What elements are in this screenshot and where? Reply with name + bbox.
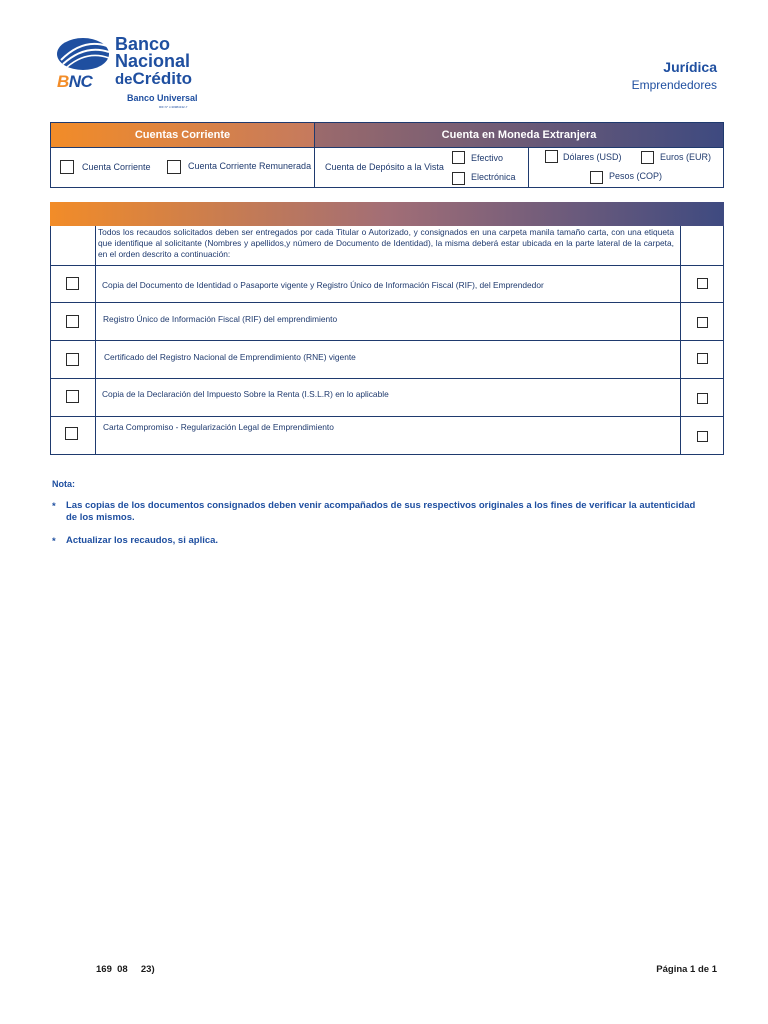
checkbox-cuenta-corriente[interactable]	[60, 160, 74, 174]
label-euros: Euros (EUR)	[660, 152, 712, 162]
label-cuenta-corriente: Cuenta Corriente	[82, 162, 151, 172]
note-2: Actualizar los recaudos, si aplica.	[66, 535, 219, 546]
divider	[51, 147, 723, 148]
bank-name: Banco Nacional deCrédito	[115, 34, 193, 88]
note-1-line-2: de los mismos.	[66, 512, 135, 523]
requirement-item: Certificado del Registro Nacional de Emprendimiento (RNE) vigente	[104, 352, 356, 362]
form-code: 169 08 23)	[96, 964, 155, 975]
divider	[51, 265, 723, 266]
label-electronica: Electrónica	[471, 172, 516, 182]
moneda-extranjera-header: Cuenta en Moneda Extranjera	[315, 123, 723, 147]
requirement-item: Copia de la Declaración del Impuesto Sobre la Renta (I.S.L.R) en lo aplicable	[102, 389, 389, 399]
requirement-item: Copia del Documento de Identidad o Pasaporte vigente y Registro Único de Información Fiscal (RIF), del Emprendedor	[102, 280, 544, 290]
checkbox-req-2[interactable]	[66, 315, 79, 328]
bnc-logo	[55, 36, 205, 112]
checkbox-req-4-received[interactable]	[697, 393, 708, 404]
label-efectivo: Efectivo	[471, 153, 504, 163]
divider	[51, 416, 723, 417]
divider	[314, 123, 315, 187]
checkbox-req-1-received[interactable]	[697, 278, 708, 289]
checkbox-req-5[interactable]	[65, 427, 78, 440]
requirement-item: Registro Único de Información Fiscal (RIF) del emprendimiento	[103, 314, 338, 324]
checkbox-req-3[interactable]	[66, 353, 79, 366]
page-subtitle: Emprendedores	[631, 78, 717, 92]
checkbox-req-3-received[interactable]	[697, 353, 708, 364]
cuentas-corriente-header: Cuentas Corriente	[51, 123, 314, 147]
label-cuenta-remunerada: Cuenta Corriente Remunerada	[188, 161, 312, 171]
checkbox-cuenta-remunerada[interactable]	[167, 160, 181, 174]
label-deposito-vista: Cuenta de Depósito a la Vista	[325, 162, 444, 172]
bank-rif-label: RIF N° J-30984132-7	[159, 105, 188, 109]
requirement-item: Carta Compromiso - Regularización Legal de Emprendimiento	[103, 422, 334, 432]
divider	[51, 302, 723, 303]
checkbox-euros[interactable]	[641, 151, 654, 164]
divider	[51, 340, 723, 341]
checkbox-req-5-received[interactable]	[697, 431, 708, 442]
label-dolares: Dólares (USD)	[563, 152, 622, 162]
bnc-initials: BNC	[57, 72, 93, 91]
checkbox-efectivo[interactable]	[452, 151, 465, 164]
checkbox-dolares[interactable]	[545, 150, 558, 163]
page-title: Jurídica	[663, 59, 717, 75]
note-1-line-1: Las copias de los documentos consignados deben venir acompañados de sus respectivos originales a los fines de verificar la autenticidad	[66, 500, 696, 511]
bank-universal-label: Banco Universal	[127, 93, 198, 103]
requirements-header-band	[50, 202, 724, 226]
note-bullet: *	[52, 536, 56, 547]
divider	[51, 378, 723, 379]
instructions-text: Todos los recaudos solicitados deben ser entregados por cada Titular o Autorizado, y consignados en una carpeta manila tamaño carta, con una etiqueta que identifique al solicitante (Nombres y apellidos,y número de Documento de Identidad), la misma deberá estar ubicada en la parte lateral de la carpeta, en el orden descrito a continuación:	[98, 227, 674, 259]
page-number: Página 1 de 1	[656, 964, 717, 975]
label-pesos: Pesos (COP)	[609, 171, 663, 181]
checkbox-req-4[interactable]	[66, 390, 79, 403]
notes-label: Nota:	[52, 479, 75, 489]
divider	[528, 147, 529, 187]
checkbox-electronica[interactable]	[452, 172, 465, 185]
checkbox-pesos[interactable]	[590, 171, 603, 184]
note-bullet: *	[52, 501, 56, 512]
checkbox-req-1[interactable]	[66, 277, 79, 290]
checkbox-req-2-received[interactable]	[697, 317, 708, 328]
